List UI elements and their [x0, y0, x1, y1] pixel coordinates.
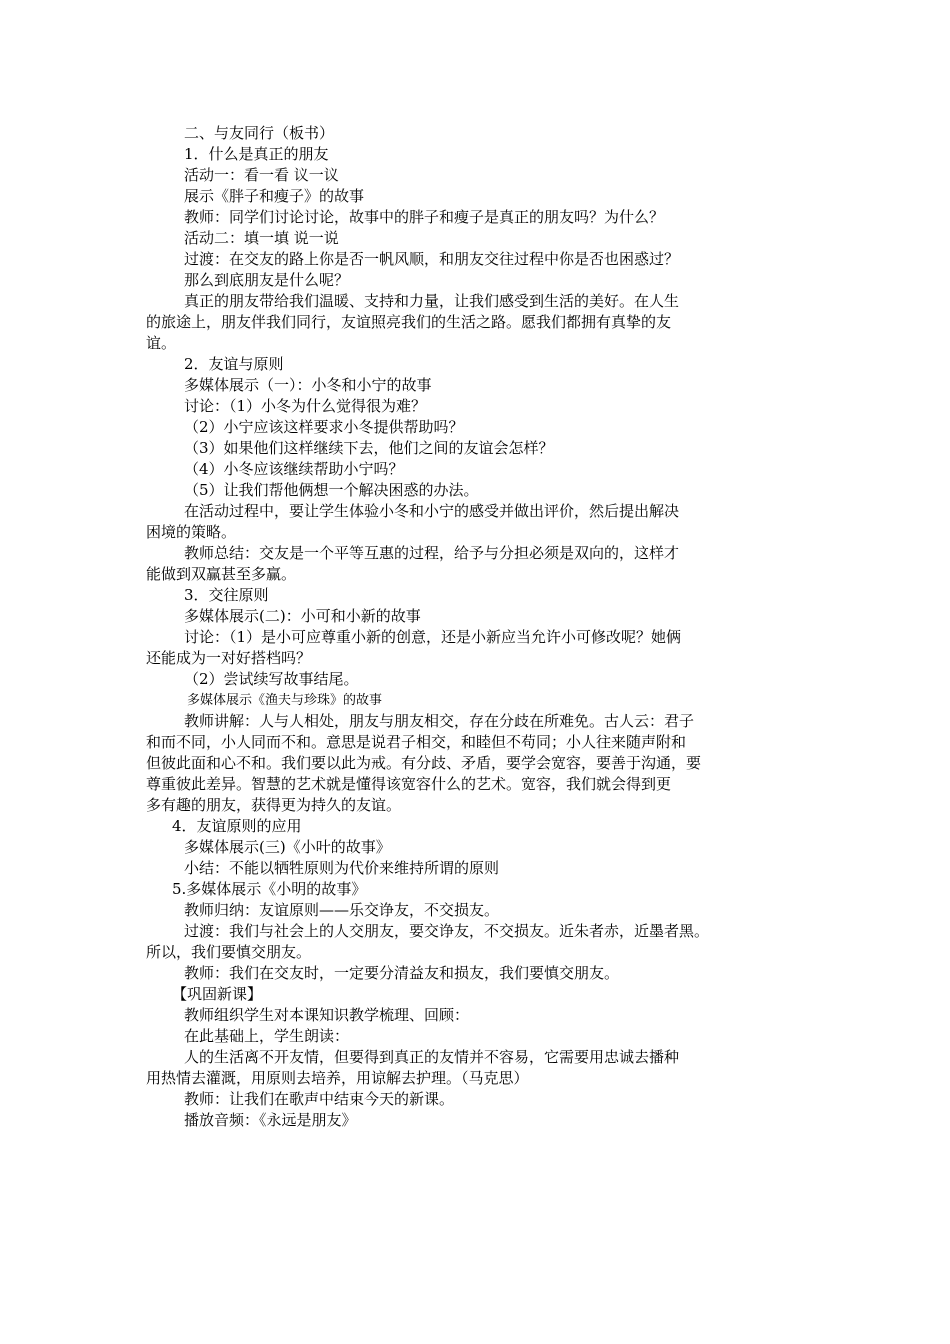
text-line: 活动二：填一填 说一说 — [184, 229, 339, 247]
text-line: 多媒体展示(三)《小叶的故事》 — [184, 838, 391, 856]
text-line: 那么到底朋友是什么呢？ — [184, 271, 350, 289]
text-line: 困境的策略。 — [146, 523, 237, 541]
text-line: 教师：同学们讨论讨论，故事中的胖子和瘦子是真正的朋友吗？为什么？ — [184, 208, 665, 226]
text-line: （2）尝试续写故事结尾。 — [184, 670, 359, 688]
subsection-heading: 3．交往原则 — [184, 586, 269, 604]
text-line: 在此基础上，学生朗读： — [184, 1027, 350, 1045]
text-line: （2）小宁应该这样要求小冬提供帮助吗？ — [184, 418, 464, 436]
text-line: 过渡：在交友的路上你是否一帆风顺，和朋友交往过程中你是否也困惑过？ — [184, 250, 680, 268]
text-line: 教师归纳：友谊原则——乐交诤友，不交损友。 — [184, 901, 500, 919]
section-heading: 【巩固新课】 — [172, 985, 263, 1003]
text-line: 尊重彼此差异。智慧的艺术就是懂得该宽容什么的艺术。宽容，我们就会得到更 — [146, 775, 672, 793]
text-line: 但彼此面和心不和。我们要以此为戒。有分歧、矛盾，要学会宽容，要善于沟通，要 — [146, 754, 702, 772]
subsection-heading: 4．友谊原则的应用 — [172, 817, 302, 835]
text-line: （5）让我们帮他俩想一个解决困惑的办法。 — [184, 481, 479, 499]
subsection-heading: 1．什么是真正的朋友 — [184, 145, 329, 163]
text-line: 小结：不能以牺牲原则为代价来维持所谓的原则 — [184, 859, 500, 877]
text-line: 多媒体展示（一）：小冬和小宁的故事 — [184, 376, 432, 394]
text-line: 教师：让我们在歌声中结束今天的新课。 — [184, 1090, 455, 1108]
text-line: 所以，我们要慎交朋友。 — [146, 943, 312, 961]
text-line: 能做到双赢甚至多赢。 — [146, 565, 297, 583]
text-line: 用热情去灌溉，用原则去培养，用谅解去护理。（马克思） — [146, 1069, 529, 1087]
text-line: 还能成为一对好搭档吗？ — [146, 649, 312, 667]
text-line: 播放音频：《永远是朋友》 — [184, 1111, 357, 1129]
text-line: 教师总结：交友是一个平等互惠的过程，给予与分担必须是双向的，这样才 — [184, 544, 680, 562]
text-line: 人的生活离不开友情，但要得到真正的友情并不容易，它需要用忠诚去播种 — [184, 1048, 680, 1066]
section-heading: 二、与友同行（板书） — [184, 124, 335, 142]
text-line: 讨论：（1）是小可应尊重小新的创意，还是小新应当允许小可修改呢？她俩 — [184, 628, 682, 646]
text-line: 教师组织学生对本课知识教学梳理、回顾： — [184, 1006, 470, 1024]
text-line: （3）如果他们这样继续下去，他们之间的友谊会怎样？ — [184, 439, 554, 457]
text-line: 活动一：看一看 议一议 — [184, 166, 339, 184]
text-line: 的旅途上，朋友伴我们同行，友谊照亮我们的生活之路。愿我们都拥有真挚的友 — [146, 313, 672, 331]
subsection-heading: 5.多媒体展示《小明的故事》 — [172, 880, 367, 898]
text-line: 多媒体展示(二)：小可和小新的故事 — [184, 607, 421, 625]
text-line: 真正的朋友带给我们温暖、支持和力量，让我们感受到生活的美好。在人生 — [184, 292, 680, 310]
text-line: 多有趣的朋友，获得更为持久的友谊。 — [146, 796, 402, 814]
text-line: 教师讲解：人与人相处，朋友与朋友相交，存在分歧在所难免。古人云：君子 — [184, 712, 695, 730]
text-line: 教师：我们在交友时，一定要分清益友和损友，我们要慎交朋友。 — [184, 964, 620, 982]
text-line: 展示《胖子和瘦子》的故事 — [184, 187, 365, 205]
text-line: 过渡：我们与社会上的人交朋友，要交诤友，不交损友。近朱者赤，近墨者黑。 — [184, 922, 710, 940]
subsection-heading: 2．友谊与原则 — [184, 355, 284, 373]
text-line: 讨论：（1）小冬为什么觉得很为难？ — [184, 397, 427, 415]
text-line: 和而不同，小人同而不和。意思是说君子相交，和睦但不苟同；小人往来随声附和 — [146, 733, 687, 751]
text-line: 在活动过程中，要让学生体验小冬和小宁的感受并做出评价，然后提出解决 — [184, 502, 680, 520]
text-line: 谊。 — [146, 334, 177, 352]
text-line: 多媒体展示《渔夫与珍珠》的故事 — [187, 693, 383, 708]
text-line: （4）小冬应该继续帮助小宁吗？ — [184, 460, 404, 478]
